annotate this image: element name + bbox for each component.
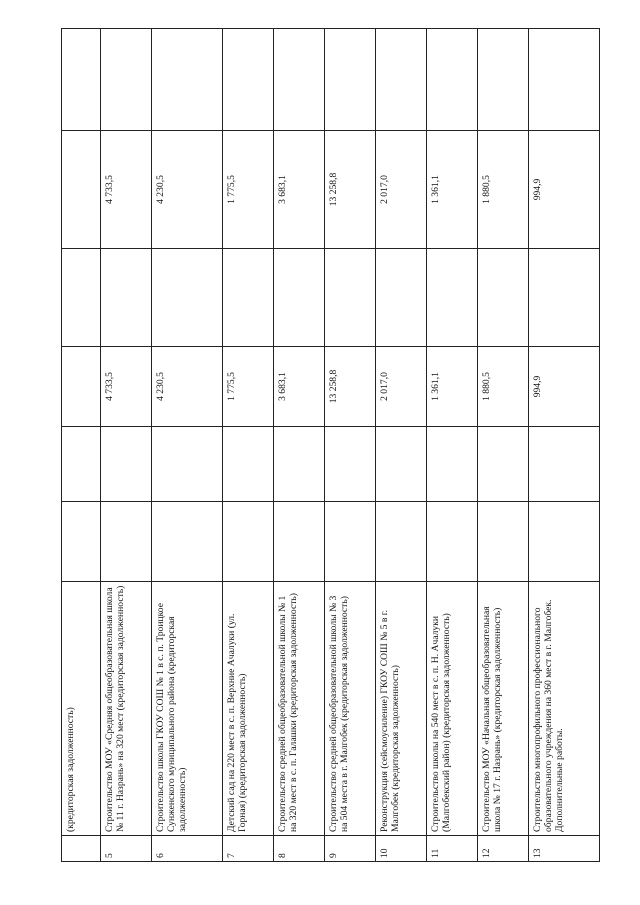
amount-cell: 994,9 <box>529 131 600 249</box>
empty-cell <box>152 29 223 131</box>
empty-cell <box>222 427 273 502</box>
table-row <box>324 29 375 862</box>
table-row <box>427 29 478 862</box>
empty-cell <box>222 502 273 582</box>
row-number: 12 <box>478 836 529 862</box>
empty-cell <box>273 29 324 131</box>
empty-cell <box>273 427 324 502</box>
empty-cell <box>101 502 152 582</box>
empty-cell <box>101 29 152 131</box>
amount-cell: 4 230,5 <box>152 347 223 427</box>
object-name: Строительство школы ГКОУ СОШ № 1 в с. п. Троицкое Сунженского муниципального района (кредиторская задолженность) <box>152 582 223 836</box>
empty-cell <box>529 249 600 347</box>
empty-cell <box>62 249 101 347</box>
empty-cell <box>273 249 324 347</box>
amount-cell: 1 880,5 <box>478 131 529 249</box>
object-name: Строительство средней общеобразовательной школы № 1 на 320 мест в с. п. Галашки (кредиторская задолженность) <box>273 582 324 836</box>
empty-cell <box>427 29 478 131</box>
table-row <box>273 29 324 862</box>
empty-cell <box>222 249 273 347</box>
amount-cell: 2 017,0 <box>376 131 427 249</box>
table-row <box>222 29 273 862</box>
empty-cell <box>478 29 529 131</box>
empty-cell <box>222 29 273 131</box>
empty-cell <box>529 502 600 582</box>
empty-cell <box>478 502 529 582</box>
rotated-page <box>61 29 600 862</box>
empty-cell <box>101 427 152 502</box>
object-name: (кредиторская задолженность) <box>62 582 101 836</box>
amount-cell: 3 683,1 <box>273 131 324 249</box>
amount-cell: 13 258,8 <box>324 347 375 427</box>
empty-cell <box>427 502 478 582</box>
empty-cell <box>529 29 600 131</box>
row-number: 11 <box>427 836 478 862</box>
empty-cell <box>478 427 529 502</box>
object-name: Строительство многопрофильного профессионального образовательного учреждения на 360 мест в г. Малгобек. Дополнительные работы. <box>529 582 600 836</box>
empty-cell <box>376 29 427 131</box>
table-row <box>376 29 427 862</box>
amount-cell: 994,9 <box>529 347 600 427</box>
object-name: Строительство МОУ «Начальная общеобразовательная школа № 17 г. Назрань» (кредиторская задолженность) <box>478 582 529 836</box>
object-name: Детский сад на 220 мест в с. п. Верхние Ачалуки (ул. Горная) (кредиторская задолженность) <box>222 582 273 836</box>
table-row <box>101 29 152 862</box>
amount-cell <box>62 131 101 249</box>
amount-cell: 4 230,5 <box>152 131 223 249</box>
object-name: Строительство МОУ «Средняя общеобразовательная школа № 11 г. Назрань» на 320 мест (кредиторская задолженность) <box>101 582 152 836</box>
empty-cell <box>324 427 375 502</box>
object-name: Реконструкция (сейсмоусиление) ГКОУ СОШ № 5 в г. Малгобек (кредиторская задолженность) <box>376 582 427 836</box>
empty-cell <box>152 427 223 502</box>
empty-cell <box>376 249 427 347</box>
table-row <box>529 29 600 862</box>
empty-cell <box>152 502 223 582</box>
row-number: 13 <box>529 836 600 862</box>
empty-cell <box>529 427 600 502</box>
amount-cell: 13 258,8 <box>324 131 375 249</box>
empty-cell <box>376 427 427 502</box>
empty-cell <box>427 427 478 502</box>
row-number: 8 <box>273 836 324 862</box>
empty-cell <box>62 502 101 582</box>
table-row <box>62 29 101 862</box>
empty-cell <box>62 29 101 131</box>
object-name: Строительство школы на 540 мест в с. п. Н. Ачалуки (Малгобекский район) (кредиторская задолженность) <box>427 582 478 836</box>
row-number <box>62 836 101 862</box>
table-row <box>478 29 529 862</box>
amount-cell: 1 775,5 <box>222 347 273 427</box>
amount-cell: 1 880,5 <box>478 347 529 427</box>
empty-cell <box>376 502 427 582</box>
empty-cell <box>62 427 101 502</box>
row-number: 5 <box>101 836 152 862</box>
row-number: 6 <box>152 836 223 862</box>
empty-cell <box>324 249 375 347</box>
empty-cell <box>152 249 223 347</box>
table-row <box>152 29 223 862</box>
empty-cell <box>273 502 324 582</box>
amount-cell: 1 361,1 <box>427 131 478 249</box>
object-name: Строительство средней общеобразовательной школы № 3 на 504 места в г. Малгобек (кредиторская задолженность) <box>324 582 375 836</box>
amount-cell: 1 775,5 <box>222 131 273 249</box>
amount-cell: 3 683,1 <box>273 347 324 427</box>
budget-table <box>61 28 600 862</box>
row-number: 9 <box>324 836 375 862</box>
empty-cell <box>324 502 375 582</box>
amount-cell: 4 733,5 <box>101 131 152 249</box>
empty-cell <box>478 249 529 347</box>
amount-cell: 2 017,0 <box>376 347 427 427</box>
amount-cell: 4 733,5 <box>101 347 152 427</box>
row-number: 7 <box>222 836 273 862</box>
empty-cell <box>324 29 375 131</box>
row-number: 10 <box>376 836 427 862</box>
empty-cell <box>101 249 152 347</box>
empty-cell <box>427 249 478 347</box>
amount-cell: 1 361,1 <box>427 347 478 427</box>
amount-cell <box>62 347 101 427</box>
